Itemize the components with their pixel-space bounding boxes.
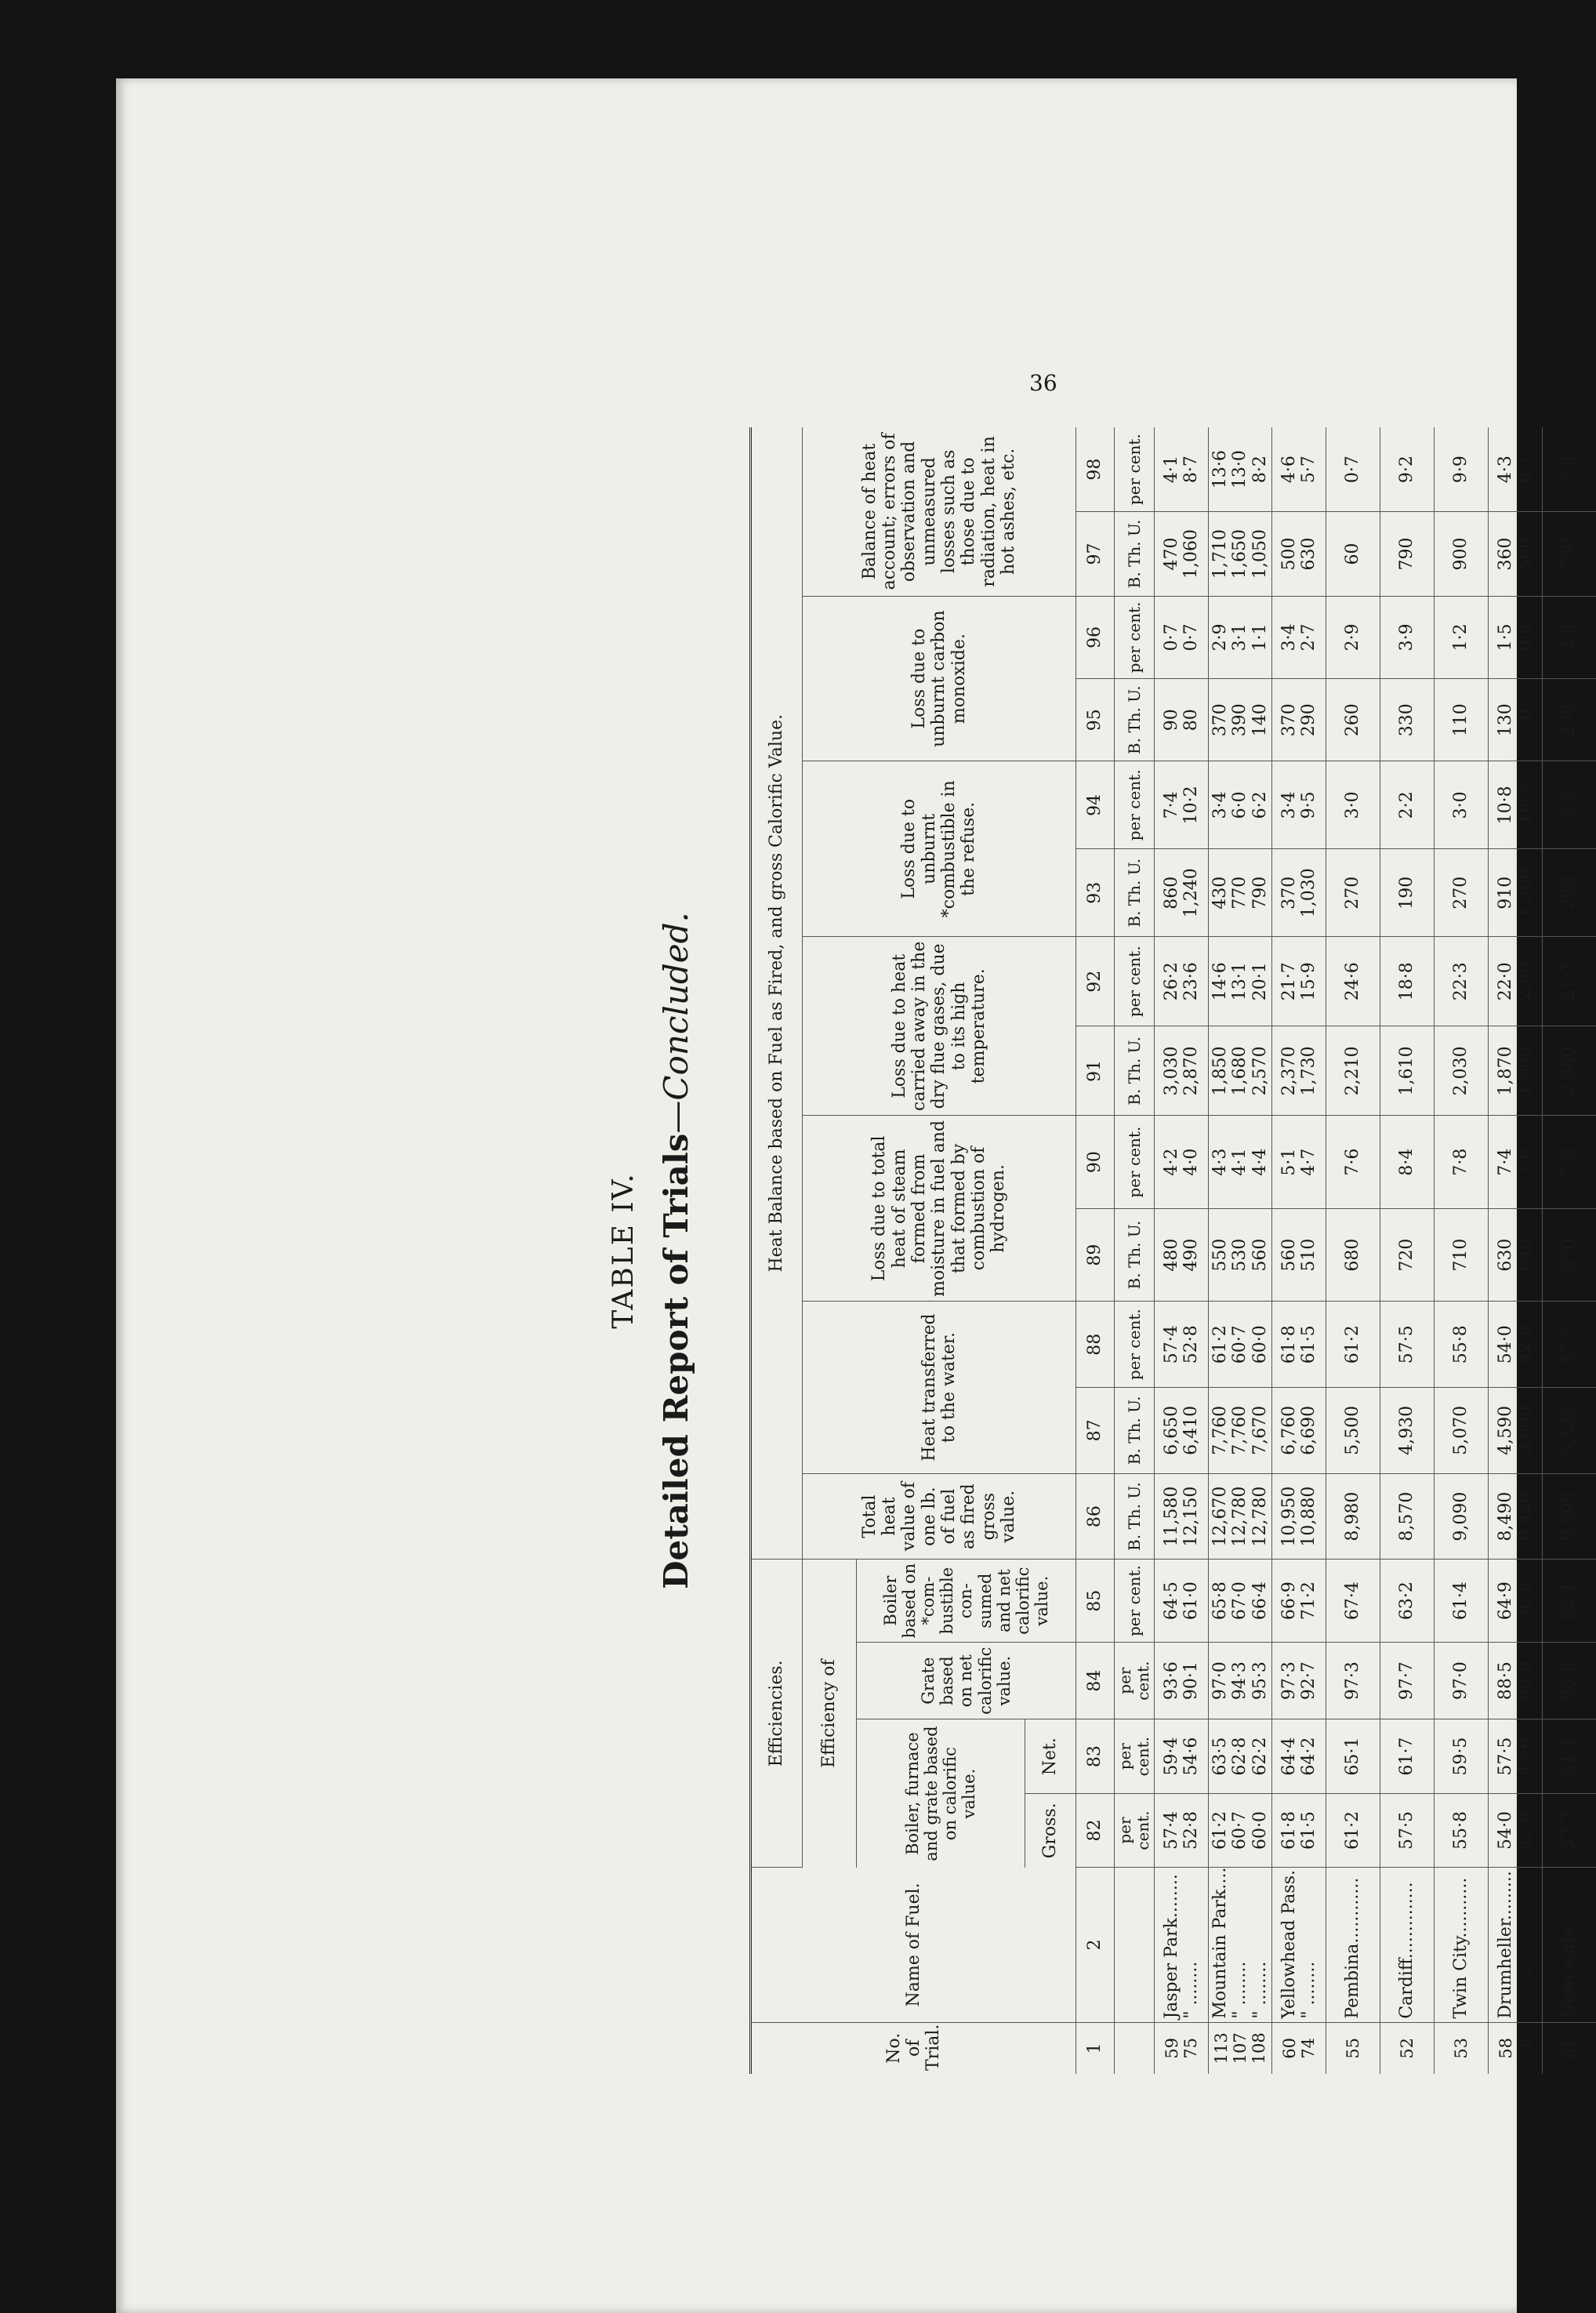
header-boiler: Boiler based on *com-bustible con-sumed and net calorific value.: [857, 1560, 1076, 1642]
value-cell: 21·7 15·9: [1271, 937, 1326, 1026]
column-number: 82: [1076, 1793, 1115, 1867]
column-number: 1: [1076, 2022, 1115, 2074]
value-cell: 270: [1434, 849, 1488, 937]
value-cell: 1,710 1,650 1,050: [1209, 512, 1272, 597]
value-cell: 7·4 10·2: [1155, 761, 1209, 849]
header-heat-transferred: Heat transferred to the water.: [803, 1302, 1076, 1473]
value-cell: 4,590 3,600: [1488, 1388, 1542, 1474]
column-number: 95: [1076, 679, 1115, 761]
unit-label: per cent.: [1115, 937, 1155, 1026]
value-cell: 12,670 12,780 12,780: [1209, 1473, 1272, 1560]
value-cell: 93·6 90·1: [1155, 1642, 1209, 1719]
fuel-name-cell: Yellowhead Pass. " ........: [1271, 1868, 1326, 2022]
value-cell: 190: [1380, 849, 1434, 937]
value-cell: 9·9: [1434, 427, 1488, 512]
value-cell: 61·8 61·5: [1271, 1793, 1326, 1867]
value-cell: 3·9: [1380, 596, 1434, 678]
value-cell: 670: [1542, 1208, 1596, 1301]
value-cell: 2·9 3·1 1·1: [1209, 596, 1272, 678]
table-title-main: Detailed Report of Trials: [657, 1133, 695, 1589]
column-number: 83: [1076, 1719, 1115, 1793]
fuel-name-cell: Newcastle...........: [1542, 1868, 1596, 2022]
unit-label: B. Th. U.: [1115, 679, 1155, 761]
value-cell: 57·7: [1542, 1302, 1596, 1388]
trial-number-cell: 113 107 108: [1209, 2022, 1272, 2074]
page-sheet: [116, 78, 1580, 2313]
trial-number-cell: 60 74: [1271, 2022, 1326, 2074]
unit-label: per cent.: [1115, 1793, 1155, 1867]
trial-number-cell: 53: [1434, 2022, 1488, 2074]
header-no-of-trial: No. of Trial.: [752, 2022, 1076, 2074]
header-loss-flue: Loss due to heat carried away in the dry flue gases, due to its high temperature.: [803, 937, 1076, 1116]
value-cell: 65·1: [1326, 1719, 1380, 1793]
trial-number-cell: 61: [1542, 2022, 1596, 2074]
column-number: 86: [1076, 1473, 1115, 1560]
column-number: 97: [1076, 512, 1115, 597]
value-cell: 430 770 790: [1209, 849, 1272, 937]
value-cell: 59·5: [1434, 1719, 1488, 1793]
value-cell: 630 640: [1488, 1208, 1542, 1301]
value-cell: 21·7: [1542, 937, 1596, 1026]
header-boiler-furnace-grate: Boiler, furnace and grate based on calorific value.: [857, 1719, 1025, 1868]
value-cell: 61·1: [1542, 1719, 1596, 1793]
unit-label: per cent.: [1115, 427, 1155, 512]
value-cell: 1,870 1,990: [1488, 1026, 1542, 1116]
unit-label: per cent.: [1115, 596, 1155, 678]
value-cell: 370 290: [1271, 679, 1326, 761]
value-cell: 14·6 13·1 20·1: [1209, 937, 1272, 1026]
value-cell: 2·8: [1542, 596, 1596, 678]
value-cell: 750: [1542, 512, 1596, 597]
value-cell: 55·8: [1434, 1302, 1488, 1388]
value-cell: 4·6 5·7: [1271, 427, 1326, 512]
value-cell: 1,850 1,680 2,570: [1209, 1026, 1272, 1116]
header-loss-co: Loss due to unburnt carbon monoxide.: [803, 596, 1076, 761]
value-cell: 8,980: [1326, 1473, 1380, 1560]
fuel-name-cell: Mountain Park.... " ........ " ........: [1209, 1868, 1272, 2022]
header-balance: Balance of heat account; errors of observation and unmeasured losses such as those due to radiation, heat in hot ashes, etc.: [803, 427, 1076, 596]
value-cell: 61·2 60·7 60·0: [1209, 1793, 1272, 1867]
value-cell: 61·8 61·5: [1271, 1302, 1326, 1388]
value-cell: 59·4 54·6: [1155, 1719, 1209, 1793]
column-number: 94: [1076, 761, 1115, 849]
value-cell: 18·8: [1380, 937, 1434, 1026]
value-cell: 97·7: [1380, 1642, 1434, 1719]
value-cell: 57·4 52·8: [1155, 1793, 1209, 1867]
value-cell: 26·2 23·6: [1155, 937, 1209, 1026]
table-body: [1155, 427, 1596, 2074]
value-cell: 54·0 42·8: [1488, 1793, 1542, 1867]
unit-label: [1115, 2022, 1155, 2074]
value-cell: 57·7: [1542, 1793, 1596, 1867]
fuel-name-cell: Jasper Park........ " ........: [1155, 1868, 1209, 2022]
value-cell: 11,580 12,150: [1155, 1473, 1209, 1560]
value-cell: 90 80: [1155, 679, 1209, 761]
value-cell: 3·0: [1434, 761, 1488, 849]
rotated-table-area: [608, 427, 1580, 2074]
header-grate: Grate based on net calorific value.: [857, 1642, 1076, 1719]
value-cell: 61·2: [1326, 1793, 1380, 1867]
value-cell: 97·0: [1434, 1642, 1488, 1719]
value-cell: 64·4 64·2: [1271, 1719, 1326, 1793]
value-cell: 4,930: [1380, 1388, 1434, 1474]
value-cell: 65·8 67·0 66·4: [1209, 1560, 1272, 1642]
value-cell: 2,080: [1542, 1026, 1596, 1116]
value-cell: 0·7: [1326, 427, 1380, 512]
column-number: 85: [1076, 1560, 1115, 1642]
value-cell: 1·5 0·8: [1488, 596, 1542, 678]
value-cell: 61·2 60·7 60·0: [1209, 1302, 1272, 1388]
table-row: [1434, 427, 1488, 2074]
value-cell: 55·8: [1434, 1793, 1488, 1867]
value-cell: 7·4 7·6: [1488, 1116, 1542, 1208]
trial-number-cell: 52: [1380, 2022, 1434, 2074]
unit-label: B. Th. U.: [1115, 1026, 1155, 1116]
value-cell: 57·5: [1380, 1302, 1434, 1388]
value-cell: 57·4 52·8: [1155, 1302, 1209, 1388]
value-cell: 7·8: [1542, 427, 1596, 512]
fuel-name-cell: Cardiff..............: [1380, 1868, 1434, 2022]
unit-label: per cent.: [1115, 761, 1155, 849]
trial-number-cell: 59 75: [1155, 2022, 1209, 2074]
value-cell: 7·0: [1542, 1116, 1596, 1208]
value-cell: 5,500: [1326, 1388, 1380, 1474]
column-number: 90: [1076, 1116, 1115, 1208]
value-cell: 97·0 94·3 95·3: [1209, 1642, 1272, 1719]
value-cell: 2·9: [1326, 596, 1380, 678]
value-cell: 96·8: [1542, 1642, 1596, 1719]
value-cell: 6,760 6,690: [1271, 1388, 1326, 1474]
table-row: [1155, 427, 1209, 2074]
value-cell: 10,950 10,880: [1271, 1473, 1326, 1560]
header-loss-combustible: Loss due to unburnt *combustible in the refuse.: [803, 761, 1076, 937]
value-cell: 2,210: [1326, 1026, 1380, 1116]
value-cell: 6,650 6,410: [1155, 1388, 1209, 1474]
value-cell: 57·5 45·6: [1488, 1719, 1542, 1793]
value-cell: 88·5 80·9: [1488, 1642, 1542, 1719]
trial-number-cell: 58 76: [1488, 2022, 1542, 2074]
value-cell: 110: [1434, 679, 1488, 761]
value-cell: 97·3: [1326, 1642, 1380, 1719]
unit-label: per cent.: [1115, 1560, 1155, 1642]
value-cell: 8,570: [1380, 1473, 1434, 1560]
table-title-suffix: —Concluded.: [657, 912, 695, 1134]
value-cell: 2,370 1,730: [1271, 1026, 1326, 1116]
table-row: [1209, 427, 1272, 2074]
value-cell: 3,030 2,870: [1155, 1026, 1209, 1116]
value-cell: 7·8: [1434, 1116, 1488, 1208]
header-loss-steam: Loss due to total heat of steam formed from moisture in fuel and that formed by combustion of hydrogen.: [803, 1116, 1076, 1302]
value-cell: 270: [1542, 679, 1596, 761]
value-cell: 3·0: [1542, 761, 1596, 849]
value-cell: 3·4 6·0 6·2: [1209, 761, 1272, 849]
value-cell: 8,490 8,420: [1488, 1473, 1542, 1560]
value-cell: 790: [1380, 512, 1434, 597]
value-cell: 1,610: [1380, 1026, 1434, 1116]
value-cell: 370 1,030: [1271, 849, 1326, 937]
value-cell: 720: [1380, 1208, 1434, 1301]
unit-label: B. Th. U.: [1115, 1208, 1155, 1301]
fuel-name-cell: Drumheller......... " ........: [1488, 1868, 1542, 2022]
value-cell: 9,090: [1434, 1473, 1488, 1560]
value-cell: 63·2: [1380, 1560, 1434, 1642]
table-row: [1488, 427, 1542, 2074]
header-name-of-fuel: Name of Fuel.: [752, 1868, 1076, 2022]
header-gross: Gross.: [1025, 1793, 1076, 1867]
table-row: [1380, 427, 1434, 2074]
column-number: 96: [1076, 596, 1115, 678]
fuel-name-cell: Twin City...........: [1434, 1868, 1488, 2022]
value-cell: 66·9 71·2: [1271, 1560, 1326, 1642]
value-cell: 63·1: [1542, 1560, 1596, 1642]
value-cell: 22·3: [1434, 937, 1488, 1026]
value-cell: 57·5: [1380, 1793, 1434, 1867]
value-cell: 7,760 7,760 7,670: [1209, 1388, 1272, 1474]
column-number: 88: [1076, 1302, 1115, 1388]
table-title: [657, 427, 695, 2074]
table-label: TABLE IV.: [608, 1172, 640, 1329]
value-cell: 61·2: [1326, 1302, 1380, 1388]
value-cell: 9,590: [1542, 1473, 1596, 1560]
value-cell: 4·3 6·7: [1488, 427, 1542, 512]
unit-label: B. Th. U.: [1115, 1473, 1155, 1560]
table-row: [1271, 427, 1326, 2074]
unit-label: per cent.: [1115, 1302, 1155, 1388]
header-net: Net.: [1025, 1719, 1076, 1793]
unit-label: B. Th. U.: [1115, 512, 1155, 597]
column-number: 2: [1076, 1868, 1115, 2022]
value-cell: 9·2: [1380, 427, 1434, 512]
value-cell: 7·6: [1326, 1116, 1380, 1208]
value-cell: 4·2 4·0: [1155, 1116, 1209, 1208]
value-cell: 130 70: [1488, 679, 1542, 761]
value-cell: 270: [1326, 849, 1380, 937]
value-cell: 4·3 4·1 4·4: [1209, 1116, 1272, 1208]
value-cell: 500 630: [1271, 512, 1326, 597]
page-number: 36: [1029, 370, 1057, 396]
header-efficiencies: Efficiencies.: [752, 1560, 803, 1868]
value-cell: 470 1,060: [1155, 512, 1209, 597]
value-cell: 97·3 92·7: [1271, 1642, 1326, 1719]
unit-label: per cent.: [1115, 1116, 1155, 1208]
value-cell: 3·4 2·7: [1271, 596, 1326, 678]
value-cell: 710: [1434, 1208, 1488, 1301]
value-cell: 5,530: [1542, 1388, 1596, 1474]
value-cell: 4·1 8·7: [1155, 427, 1209, 512]
value-cell: 64·9 56·8: [1488, 1560, 1542, 1642]
header-total-heat: Total heat value of one lb. of fuel as fired gross value.: [803, 1473, 1076, 1560]
table-header: [752, 427, 1155, 2074]
value-cell: 67·4: [1326, 1560, 1380, 1642]
value-cell: 910 1,560: [1488, 849, 1542, 937]
column-number: 93: [1076, 849, 1115, 937]
value-cell: 63·5 62·8 62·2: [1209, 1719, 1272, 1793]
value-cell: 360 560: [1488, 512, 1542, 597]
trials-table-wrapper: [749, 427, 1596, 2074]
value-cell: 24·6: [1326, 937, 1380, 1026]
value-cell: 5,070: [1434, 1388, 1488, 1474]
value-cell: 60: [1326, 512, 1380, 597]
value-cell: 1·2: [1434, 596, 1488, 678]
value-cell: 860 1,240: [1155, 849, 1209, 937]
value-cell: 330: [1380, 679, 1434, 761]
unit-label: [1115, 1868, 1155, 2022]
value-cell: 2·2: [1380, 761, 1434, 849]
header-efficiency-of: Efficiency of: [803, 1560, 857, 1868]
unit-label: per cent.: [1115, 1642, 1155, 1719]
value-cell: 64·5 61·0: [1155, 1560, 1209, 1642]
value-cell: 5·1 4·7: [1271, 1116, 1326, 1208]
value-cell: 550 530 560: [1209, 1208, 1272, 1301]
value-cell: 8·4: [1380, 1116, 1434, 1208]
value-cell: 260: [1326, 679, 1380, 761]
trial-number-cell: 55: [1326, 2022, 1380, 2074]
value-cell: 3·0: [1326, 761, 1380, 849]
unit-label: B. Th. U.: [1115, 1388, 1155, 1474]
value-cell: 3·4 9·5: [1271, 761, 1326, 849]
column-number: 91: [1076, 1026, 1115, 1116]
value-cell: 0·7 0·7: [1155, 596, 1209, 678]
value-cell: 2,030: [1434, 1026, 1488, 1116]
unit-label: B. Th. U.: [1115, 849, 1155, 937]
value-cell: 61·4: [1434, 1560, 1488, 1642]
value-cell: 900: [1434, 512, 1488, 597]
unit-row: [1115, 427, 1155, 2074]
value-cell: 290: [1542, 849, 1596, 937]
fuel-name-cell: Pembina............: [1326, 1868, 1380, 2022]
value-cell: 13·6 13·0 8·2: [1209, 427, 1272, 512]
value-cell: 370 390 140: [1209, 679, 1272, 761]
column-number: 89: [1076, 1208, 1115, 1301]
header-heat-balance: Heat Balance based on Fuel as Fired, and gross Calorific Value.: [752, 427, 803, 1560]
value-cell: 22·0 23·6: [1488, 937, 1542, 1026]
value-cell: 680: [1326, 1208, 1380, 1301]
value-cell: 61·7: [1380, 1719, 1434, 1793]
trials-table: [752, 427, 1596, 2074]
column-number: 84: [1076, 1642, 1115, 1719]
column-number-row: [1076, 427, 1115, 2074]
column-number: 98: [1076, 427, 1115, 512]
unit-label: per cent.: [1115, 1719, 1155, 1793]
value-cell: 560 510: [1271, 1208, 1326, 1301]
table-row: [1542, 427, 1596, 2074]
value-cell: 54·0 42·8: [1488, 1302, 1542, 1388]
table-row: [1326, 427, 1380, 2074]
column-number: 87: [1076, 1388, 1115, 1474]
value-cell: 10·8 18·5: [1488, 761, 1542, 849]
column-number: 92: [1076, 937, 1115, 1026]
value-cell: 480 490: [1155, 1208, 1209, 1301]
